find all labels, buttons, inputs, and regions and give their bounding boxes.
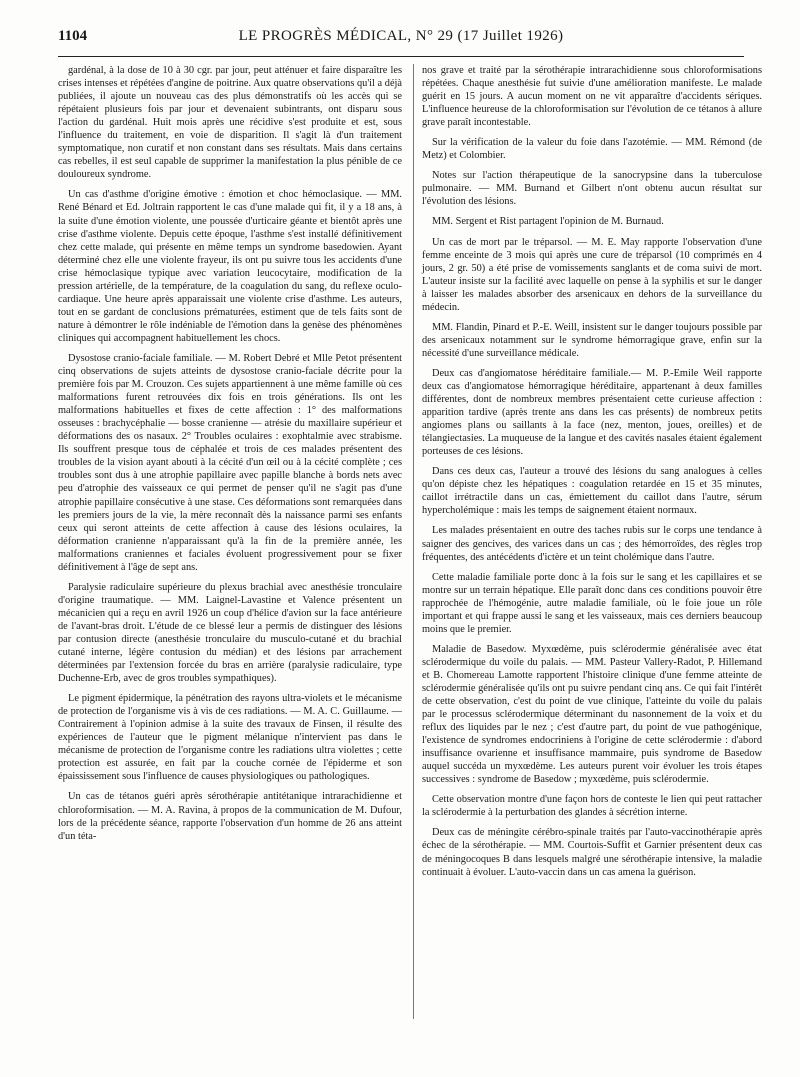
right-column — [422, 64, 762, 886]
paragraph-angiomatose-4: Cette maladie familiale porte donc à la fois sur le sang et les capillaires et se montre sur un terrain hépatique. Elle paraît donc dans ces conditions pouvoir être rapprochée de l'hémogénie, autre maladie familiale, où le foie joue un rôle important et qui frappe aussi le sang et les vaisseaux, mais ces derniers beaucoup moins que le premier. — [422, 571, 762, 635]
journal-title: LE PROGRÈS MÉDICAL, N° 29 (17 Juillet 1926) — [238, 28, 564, 44]
paragraph-sanocrypsine: Notes sur l'action thérapeutique de la sanocrypsine dans la tuberculose pulmonaire. — MM. Burnand et Gilbert n'ont obtenu aucun résultat sur l'évolution des lésions. — [422, 170, 762, 208]
paragraph-angiomatose: Deux cas d'angiomatose héréditaire familiale.— M. P.-Emile Weil rapporte deux cas d'angiomatose hémorragique héréditaire, appartenant à deux familles différentes, dont de nombreux membres présentaient cette curieuse affection : apparition tardive (après trente ans dans les cas présents) de nombreux petits angiomes plans ou saillants à la face (nez, menton, joues, oreilles) et de télangiectasies. La muqueuse de la langue et des cavités nasales étaient également porteuses de ces lésions. — [422, 367, 762, 458]
paragraph-meningite: Deux cas de méningite cérébro-spinale traités par l'auto-vaccinothérapie après échec de la sérothérapie. — MM. Courtois-Suffit et Garnier présentent deux cas de méningocoques B dans lesquels malgré une sérothérapie intensive, la maladie continuait à évoluer. L'auto-vaccin dans un cas amena la guérison. — [422, 827, 762, 878]
paragraph-basedow: Maladie de Basedow. Myxœdème, puis sclérodermie généralisée avec état sclérodermique du voile du palais. — MM. Pasteur Vallery-Radot, P. Hillemand et B. Chomereau Lamotte rapportent l'histoire clinique d'une femme atteinte de sclérodermie généralisée qu'ils ont pu suivre pendant cinq ans. Ce qui fait l'intérêt de cette observation, c'est du point de vue clinique, l'atteinte du voile du palais par le processus sclérodermique déterminant du nasonnement de la voix et du reflux des liquides par le nez ; c'est d'autre part, du point de vue pathogénique, l'existence de syndromes endocriniens à l'origine de cette sclérodermie : d'abord insuffisance ovarienne et insuffisance mammaire, puis syndrome de Basedow auquel succéda un myxœdème. Les auteurs purent voir évoluer les trois étapes successives : syndrome de Basedow ; myxœdème, puis sclérodermie. — [422, 643, 762, 786]
paragraph-treparsol: Un cas de mort par le tréparsol. — M. E. May rapporte l'observation d'une femme enceinte de 3 mois qui après une cure de tréparsol (10 comprimés en 4 jours, 2 gr. 50) a été prise de vomissements sanglants et de coma suivi de mort. L'auteur insiste sur la facilité avec laquelle on pense à la syphilis et sur le danger à laisser les malades absorber des arsenicaux en dehors de la surveillance du médecin. — [422, 236, 762, 313]
left-column — [58, 64, 402, 850]
paragraph-pigment: Le pigment épidermique, la pénétration des rayons ultra-violets et le mécanisme de protection de l'organisme vis à vis de ces radiations. — M. A. C. Guillaume. — Contrairement à l'opinion admise à la suite des travaux de Finsen, il résulte des expériences de l'auteur que le pigment mélanique n'intervient pas dans le mécanisme de protection de l'organisme contre les radiations ultra violettes ; cette protection est assurée, en fait par la couche cornée de l'épiderme et son épaississement sous l'influence de causes physiologiques ou pathologiques. — [58, 693, 402, 783]
running-header — [58, 28, 744, 52]
paragraph-flandin: MM. Flandin, Pinard et P.-E. Weill, insistent sur le danger toujours possible par des arsenicaux notamment sur le syndrome hémorragique grave, enfin sur la nécessité d'une surveillance médicale. — [422, 321, 762, 359]
paragraph-sergent: MM. Sergent et Rist partagent l'opinion de M. Burnaud. — [432, 216, 664, 228]
paragraph-tetanos-cont: nos grave et traité par la sérothérapie intrarachidienne sous chloroformisations répétées. Chaque anesthésie fut suivie d'une amélioration manifeste. Le malade guérit en 15 jours. A aucun moment on ne vit apparaître d'accidents sériques. L'influence heureuse de la chloroformisation sur l'évolution de ce tétanos à allure grave paraît incontestable. — [422, 65, 762, 129]
paragraph-angiomatose-3: Les malades présentaient en outre des taches rubis sur le corps une tendance à saigner des gencives, des varices dans un cas ; des hémorroïdes, des règles trop fréquentes, des antécédents d'ictère et un teint cholémique dans l'autre. — [422, 525, 762, 563]
paragraph-dysostose: Dysostose cranio-faciale familiale. — M. Robert Debré et Mlle Petot présentent cinq observations de sujets atteints de dysostose cranio-faciale décrite pour la première fois par M. Crouzon. Ces sujets appartiennent à une même famille où ces malformations furent retrouvées dix fois en trois générations. Ils ont les malformations habituelles et fixes de cette affection : 1° des malformations osseuses : brachycéphalie — bosse cranienne — atrésie du maxillaire supérieur et déformations des os nasaux. 2° Troubles oculaires : exophtalmie avec strabisme. Ils souffrent presque tous de céphalée et trois de ces malades présentent des troubles de la vision ayant abouti à la cécité d'un œil ou à la cécité complète ; ces troubles sont dus à une atrophie papillaire avec papille blanche à bords nets avec peu d'atrophie des vaisseaux ce qui permet de penser qu'il ne s'agit pas d'une atrophie papillaire consécutive à une stase. Ces déformations sont remarquées dans les premiers jours de la vie, la mère reconnaît dès la naissance parmi ses enfants ceux qui seront atteints de cette affection à cause des lésions oculaires, la déformation cranienne n'apparaissant qu'à la fin de la première année, les malformations craniennes et faciales évoluent progressivement pour se fixer définitivement à l'âge de sept ans. — [58, 352, 402, 573]
paragraph-angiomatose-2: Dans ces deux cas, l'auteur a trouvé des lésions du sang analogues à celles qu'on dépiste chez les hépatiques : coagulation retardée en 15 et 35 minutes, caillot irrétractile dans un cas, émiettement du caillot dans l'autre, sérum hypercholémique : mais les temps de saignement étaient normaux. — [422, 466, 762, 517]
paragraph-asthme: Un cas d'asthme d'origine émotive : émotion et choc hémoclasique. — MM. René Bénard et Ed. Joltrain rapportent le cas d'une malade qui fit, il y a 18 ans, à la suite d'une émotion violente, une poussée d'urticaire géante et bientôt après une crise d'asthme violente. Depuis cette époque, l'asthme s'est installé définitivement chez cette malade, qui présente en même temps un syndrome basedowien. Ayant déterminé chez elle une violente frayeur, ils ont pu suivre tous les accidents d'une crise hémoclasique typique avec variation leucocytaire, modification de la pression artérielle, de la température, de la coagulation du sang, du reflexe oculo-cardiaque. Une heure après apparaissait une violente crise d'asthme. Les auteurs, tout en se gardant de conclusions prématurées, estiment que de tels faits sont de nature à démontrer le rôle indéniable de l'émotion dans la genèse des phénomènes cliniques qui accompagnent habituellement les chocs. — [58, 189, 402, 344]
paragraph-basedow-2: Cette observation montre d'une façon hors de conteste le lien qui peut rattacher la sclérodermie à la perturbation des glandes à sécrétion interne. — [422, 794, 762, 819]
paragraph-gardenal: gardénal, à la dose de 10 à 30 cgr. par jour, peut atténuer et faire disparaître les crises intenses et répétées d'angine de poitrine. Aux quatre observations qu'il a déjà publiées, il ajoute un nouveau cas des plus démonstratifs où les accès qui se répétaient plusieurs fois par jour et devenaient subintrants, ont disparu sous l'action du gardénal. Huit mois après une récidive s'est produite et est, sous l'influence du traitement, en voie de disparition. Il s'agit là d'un traitement symptomatique, non curatif et non constant dans ses résultats. Mais dans certains cas rebelles, il est seul capable de supprimer la manifestation la plus pénible de ce douloureux syndrome. — [58, 65, 402, 181]
paragraph-foie: Sur la vérification de la valeur du foie dans l'azotémie. — MM. Rémond (de Metz) et Colombier. — [422, 137, 762, 162]
paragraph-paralysie: Paralysie radiculaire supérieure du plexus brachial avec anesthésie tronculaire d'origine traumatique. — MM. Laignel-Lavastine et Valence présentent un mécanicien qui a reçu en avril 1926 un coup d'hélice d'avion sur la face antérieure de l'avant-bras droit. L'étude de ce blessé leur a permis de distinguer des lésions par contusion directe (anesthésie tronculaire du musculo-cutané et du brachial cutané interne, légère contusion du médian) et des lésions par arrachement déterminées par l'extension forcée du bras en arrière (paralysie radiculaire, type Duchenne-Erb, avec de gros troubles sympathiques). — [58, 581, 402, 685]
header-rule — [58, 56, 744, 57]
page-number: 1104 — [58, 28, 88, 44]
paragraph-tetanos: Un cas de tétanos guéri après sérothérapie antitétanique intrarachidienne et chloroformisation. — M. A. Ravina, à propos de la communication de M. Dufour, lors de la précédente séance, rapporte l'observation d'un homme de 26 ans atteint d'un téta- — [58, 791, 402, 842]
column-divider — [413, 64, 414, 1019]
